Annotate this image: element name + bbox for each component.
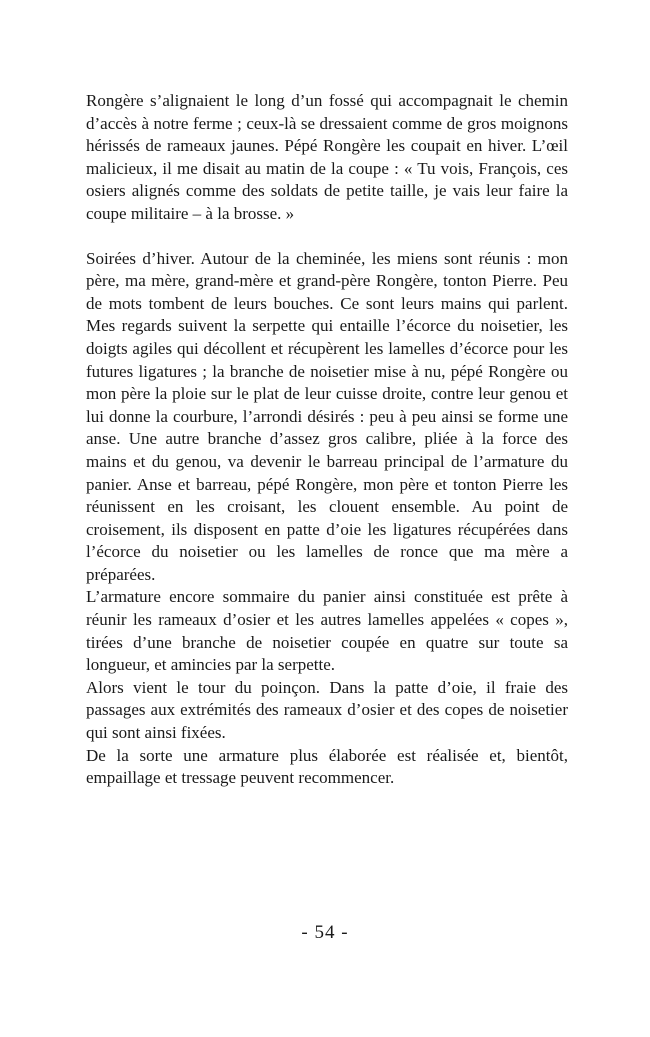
paragraph-armature: L’armature encore sommaire du panier ainsi constituée est prête à réunir les rameaux d’osier et les autres lamelles appelées « copes », tirées d’une branche de noisetier coupée en quatre sur toute sa longueur, et amincies par la serpette. bbox=[86, 587, 568, 675]
paragraph-tressage: De la sorte une armature plus élaborée est réalisée et, bientôt, empaillage et tressage peuvent recommencer. bbox=[86, 745, 568, 788]
paragraph-break bbox=[86, 226, 568, 248]
paragraph-soirees: Soirées d’hiver. Autour de la cheminée, les miens sont réunis : mon père, ma mère, grand-mère et grand-père Rongère, tonton Pierre. Peu de mots tombent de leurs bouches. Ce sont leurs mains qui parlent. Mes regards suivent la serpette qui entaille l’écorce du noisetier, les doigts agiles qui décollent et récupèrent les lamelles d’écorce pour les futures ligatures ; la branche de noisetier mise à nu, pépé Rongère ou mon père la ploie sur le plat de leur cuisse droite, contre leur genou et lui donne la courbure, l’arrondi désirés : peu à peu ainsi se forme une anse. Une autre branche d’assez gros calibre, pliée à la force des mains et du genou, va devenir le barreau principal de l’armature du panier. Anse et barreau, pépé Rongère, mon père et tonton Pierre les réunissent en les croisant, les clouent ensemble. Au point de croisement, ils disposent en patte d’oie les ligatures récupérées dans l’écorce du noisetier ou les lamelles de ronce que ma mère a préparées. bbox=[86, 248, 568, 584]
paragraph-poincon: Alors vient le tour du poinçon. Dans la patte d’oie, il fraie des passages aux extrémités des rameaux d’osier et des copes de noisetier qui sont ainsi fixées. bbox=[86, 677, 568, 743]
paragraph-osiers: Rongère s’alignaient le long d’un fossé qui accompagnait le chemin d’accès à notre ferme ; ceux-là se dressaient comme de gros moignons hérissés de rameaux jaunes. Pépé Rongère les coupait en hiver. L’œil malicieux, il me disait au matin de la coupe : « Tu vois, François, ces osiers alignés comme des soldats de petite taille, je vais leur faire la coupe militaire – à la brosse. » bbox=[86, 91, 568, 223]
page-body bbox=[86, 90, 568, 790]
page-number: - 54 - bbox=[301, 922, 349, 943]
